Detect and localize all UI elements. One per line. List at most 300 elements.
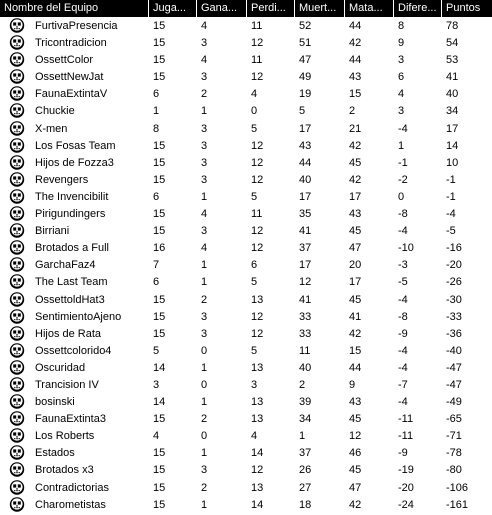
lost-value: 12 (251, 173, 264, 186)
deaths-value: 47 (299, 54, 312, 67)
points-value: -30 (446, 293, 462, 306)
team-name: SentimientoAjeno (35, 310, 122, 323)
points-value: -47 (446, 378, 462, 391)
lost-value: 14 (251, 447, 264, 460)
table-row[interactable] (0, 17, 492, 34)
skull-icon (9, 428, 25, 443)
skull-icon (9, 292, 25, 307)
difference-value: -9 (398, 447, 408, 460)
played-value: 3 (153, 378, 160, 391)
points-value: -78 (446, 447, 462, 460)
deaths-value: 41 (299, 225, 312, 238)
table-row[interactable] (0, 308, 492, 325)
table-row[interactable] (0, 120, 492, 137)
lost-value: 12 (251, 310, 264, 323)
team-name: OssettoldHat3 (35, 293, 105, 306)
deaths-value: 26 (299, 464, 312, 477)
deaths-value: 1 (299, 430, 306, 443)
deaths-value: 19 (299, 88, 312, 101)
team-name: Estados (35, 447, 75, 460)
table-row[interactable] (0, 427, 492, 444)
difference-value: -4 (398, 344, 408, 357)
lost-value: 11 (251, 20, 263, 32)
points-value: -47 (446, 361, 462, 374)
header-lost[interactable]: Perdi... (247, 0, 295, 17)
team-name: Oscuridad (35, 361, 86, 374)
played-value: 15 (153, 413, 166, 426)
lost-value: 13 (251, 413, 264, 426)
difference-value: -8 (398, 208, 408, 221)
header-played[interactable]: Juga... (149, 0, 197, 17)
lost-value: 12 (251, 225, 264, 238)
won-value: 3 (201, 173, 208, 186)
points-value: -1 (446, 190, 456, 203)
won-value: 0 (201, 430, 208, 443)
kills-value: 45 (349, 156, 362, 169)
won-value: 3 (201, 310, 208, 323)
difference-value: -4 (398, 225, 408, 238)
kills-value: 42 (349, 139, 362, 152)
lost-value: 11 (251, 54, 263, 67)
played-value: 6 (153, 190, 160, 203)
kills-value: 42 (349, 173, 362, 186)
played-value: 15 (153, 71, 166, 84)
table-row[interactable] (0, 342, 492, 359)
lost-value: 5 (251, 344, 258, 357)
table-row[interactable] (0, 51, 492, 68)
table-row[interactable] (0, 85, 492, 102)
lost-value: 12 (251, 327, 264, 340)
skull-icon (9, 240, 25, 255)
played-value: 15 (153, 20, 166, 32)
skull-icon (9, 445, 25, 460)
played-value: 14 (153, 396, 166, 409)
table-row[interactable] (0, 291, 492, 308)
deaths-value: 44 (299, 156, 312, 169)
deaths-value: 40 (299, 173, 312, 186)
points-value: -4 (446, 208, 456, 221)
team-name: OssettColor (35, 54, 94, 67)
points-value: -1 (446, 173, 456, 186)
won-value: 3 (201, 225, 208, 238)
played-value: 6 (153, 276, 160, 289)
kills-value: 45 (349, 225, 362, 238)
difference-value: -4 (398, 293, 408, 306)
kills-value: 9 (349, 378, 356, 391)
skull-icon (9, 86, 25, 101)
deaths-value: 40 (299, 361, 312, 374)
deaths-value: 12 (299, 276, 312, 289)
skull-icon (9, 462, 25, 477)
points-value: -65 (446, 413, 462, 426)
played-value: 7 (153, 259, 160, 272)
difference-value: 1 (398, 139, 405, 152)
kills-value: 45 (349, 413, 362, 426)
team-name: Contradictorias (35, 481, 109, 494)
points-value: -49 (446, 396, 462, 409)
deaths-value: 39 (299, 396, 312, 409)
kills-value: 43 (349, 71, 362, 84)
points-value: -33 (446, 310, 462, 323)
lost-value: 11 (251, 208, 263, 221)
table-row[interactable] (0, 34, 492, 51)
points-value: -36 (446, 327, 462, 340)
lost-value: 12 (251, 71, 264, 84)
table-row[interactable] (0, 359, 492, 376)
lost-value: 4 (251, 88, 258, 101)
points-value: 14 (446, 139, 459, 152)
won-value: 1 (201, 447, 208, 460)
kills-value: 45 (349, 293, 362, 306)
team-name: Pirigundingers (35, 208, 106, 221)
skull-icon (9, 497, 25, 512)
played-value: 15 (153, 327, 166, 340)
points-value: 10 (446, 156, 459, 169)
team-name: Birriani (35, 225, 70, 238)
points-value: 34 (446, 105, 459, 118)
team-name: Brotados x3 (35, 464, 94, 477)
skull-icon (9, 103, 25, 118)
table-row[interactable] (0, 154, 492, 171)
skull-icon (9, 326, 25, 341)
played-value: 4 (153, 430, 160, 443)
points-value: -5 (446, 225, 456, 238)
deaths-value: 52 (299, 20, 312, 32)
difference-value: -20 (398, 481, 414, 494)
deaths-value: 41 (299, 293, 312, 306)
won-value: 2 (201, 481, 208, 494)
deaths-value: 33 (299, 310, 312, 323)
won-value: 3 (201, 139, 208, 152)
deaths-value: 49 (299, 71, 312, 84)
deaths-value: 33 (299, 327, 312, 340)
skull-icon (9, 377, 25, 392)
skull-icon (9, 394, 25, 409)
team-name: GarchaFaz4 (35, 259, 96, 272)
skull-icon (9, 69, 25, 84)
deaths-value: 35 (299, 208, 312, 221)
skull-icon (9, 206, 25, 221)
points-value: -161 (446, 498, 469, 511)
deaths-value: 27 (299, 481, 312, 494)
table-row[interactable] (0, 256, 492, 273)
won-value: 1 (201, 105, 208, 118)
header-team-name[interactable]: Nombre del Equipo (0, 0, 149, 17)
lost-value: 4 (251, 430, 258, 443)
played-value: 16 (153, 242, 166, 255)
kills-value: 45 (349, 464, 362, 477)
team-name: Trancision IV (35, 378, 99, 391)
difference-value: -9 (398, 327, 408, 340)
lost-value: 13 (251, 361, 264, 374)
points-value: 78 (446, 20, 459, 32)
skull-icon (9, 172, 25, 187)
team-name: FaunaExtintaV (35, 88, 108, 101)
kills-value: 47 (349, 481, 362, 494)
difference-value: 4 (398, 88, 405, 101)
deaths-value: 51 (299, 37, 312, 50)
lost-value: 12 (251, 139, 264, 152)
difference-value: 8 (398, 20, 405, 32)
won-value: 0 (201, 344, 208, 357)
header-deaths[interactable]: Muert... (295, 0, 345, 17)
skull-icon (9, 343, 25, 358)
kills-value: 44 (349, 54, 362, 67)
team-name: The Last Team (35, 276, 108, 289)
table-row[interactable] (0, 171, 492, 188)
won-value: 3 (201, 37, 208, 50)
played-value: 15 (153, 156, 166, 169)
skull-icon (9, 360, 25, 375)
won-value: 1 (201, 361, 208, 374)
lost-value: 14 (251, 498, 264, 511)
deaths-value: 43 (299, 139, 312, 152)
won-value: 3 (201, 327, 208, 340)
table-row[interactable] (0, 273, 492, 290)
skull-icon (9, 274, 25, 289)
difference-value: 6 (398, 71, 405, 84)
won-value: 4 (201, 208, 208, 221)
difference-value: 0 (398, 190, 405, 203)
header-difference[interactable]: Difere... (394, 0, 442, 17)
points-value: -71 (446, 430, 462, 443)
won-value: 4 (201, 54, 208, 67)
won-value: 2 (201, 413, 208, 426)
won-value: 3 (201, 464, 208, 477)
difference-value: 9 (398, 37, 405, 50)
difference-value: -24 (398, 498, 414, 511)
team-name: FurtivaPresencia (35, 20, 118, 32)
kills-value: 47 (349, 242, 362, 255)
played-value: 8 (153, 122, 160, 135)
team-name: Tricontradicion (35, 37, 107, 50)
kills-value: 44 (349, 20, 362, 32)
kills-value: 46 (349, 447, 362, 460)
table-row[interactable] (0, 68, 492, 85)
team-name: Los Roberts (35, 430, 95, 443)
kills-value: 15 (349, 344, 362, 357)
skull-icon (9, 155, 25, 170)
team-name: X-men (35, 122, 68, 135)
won-value: 2 (201, 88, 208, 101)
difference-value: -4 (398, 122, 408, 135)
points-value: -80 (446, 464, 462, 477)
deaths-value: 34 (299, 413, 312, 426)
header-kills[interactable]: Mata... (345, 0, 394, 17)
deaths-value: 18 (299, 498, 312, 511)
header-won[interactable]: Gana... (197, 0, 247, 17)
points-value: -106 (446, 481, 469, 494)
points-value: 41 (446, 71, 459, 84)
kills-value: 42 (349, 327, 362, 340)
played-value: 1 (153, 105, 160, 118)
lost-value: 12 (251, 464, 264, 477)
lost-value: 5 (251, 122, 258, 135)
difference-value: -10 (398, 242, 414, 255)
points-value: 40 (446, 88, 459, 101)
table-row[interactable] (0, 376, 492, 393)
lost-value: 6 (251, 259, 258, 272)
skull-icon (9, 52, 25, 67)
table-row[interactable] (0, 461, 492, 478)
lost-value: 13 (251, 396, 264, 409)
kills-value: 17 (349, 190, 362, 203)
played-value: 15 (153, 293, 166, 306)
team-name: OssettNewJat (35, 71, 104, 84)
kills-value: 12 (349, 430, 362, 443)
kills-value: 17 (349, 276, 362, 289)
played-value: 15 (153, 481, 166, 494)
points-value: 53 (446, 54, 459, 67)
points-value: 54 (446, 37, 459, 50)
table-row[interactable] (0, 205, 492, 222)
played-value: 15 (153, 498, 166, 511)
played-value: 6 (153, 88, 160, 101)
won-value: 1 (201, 276, 208, 289)
lost-value: 12 (251, 242, 264, 255)
played-value: 15 (153, 464, 166, 477)
table-row[interactable] (0, 479, 492, 496)
won-value: 3 (201, 156, 208, 169)
team-name: bosinski (35, 396, 75, 409)
difference-value: -7 (398, 378, 408, 391)
won-value: 3 (201, 122, 208, 135)
won-value: 4 (201, 242, 208, 255)
deaths-value: 17 (299, 190, 312, 203)
table-row[interactable] (0, 239, 492, 256)
team-name: The Invencibilit (35, 190, 109, 203)
difference-value: -4 (398, 361, 408, 374)
won-value: 2 (201, 293, 208, 306)
deaths-value: 37 (299, 242, 312, 255)
lost-value: 12 (251, 37, 264, 50)
skull-icon (9, 257, 25, 272)
kills-value: 20 (349, 259, 362, 272)
team-name: Revengers (35, 173, 89, 186)
deaths-value: 17 (299, 259, 312, 272)
lost-value: 5 (251, 190, 258, 203)
difference-value: -2 (398, 173, 408, 186)
table-row[interactable] (0, 102, 492, 119)
team-name: FaunaExtinta3 (35, 413, 106, 426)
table-body (0, 17, 492, 513)
difference-value: -3 (398, 259, 408, 272)
team-name: Hijos de Rata (35, 327, 102, 340)
skull-icon (9, 189, 25, 204)
played-value: 14 (153, 361, 166, 374)
team-name: Charometistas (35, 498, 106, 511)
team-name: Brotados a Full (35, 242, 109, 255)
difference-value: 3 (398, 54, 405, 67)
kills-value: 44 (349, 361, 362, 374)
team-name: Los Fosas Team (35, 139, 116, 152)
lost-value: 3 (251, 378, 258, 391)
played-value: 15 (153, 310, 166, 323)
played-value: 15 (153, 447, 166, 460)
team-name: Ossettcolorido4 (35, 344, 112, 357)
played-value: 15 (153, 37, 166, 50)
lost-value: 12 (251, 156, 264, 169)
played-value: 15 (153, 54, 166, 67)
table-row[interactable] (0, 137, 492, 154)
table-row[interactable] (0, 444, 492, 461)
difference-value: -19 (398, 464, 414, 477)
points-value: -40 (446, 344, 462, 357)
won-value: 1 (201, 259, 208, 272)
team-name: Chuckie (35, 105, 75, 118)
played-value: 15 (153, 173, 166, 186)
lost-value: 0 (251, 105, 258, 118)
deaths-value: 11 (299, 344, 311, 357)
played-value: 15 (153, 225, 166, 238)
points-value: 17 (446, 122, 459, 135)
difference-value: -11 (398, 430, 414, 443)
lost-value: 5 (251, 276, 258, 289)
points-value: -20 (446, 259, 462, 272)
lost-value: 13 (251, 293, 264, 306)
kills-value: 42 (349, 37, 362, 50)
difference-value: -5 (398, 276, 408, 289)
won-value: 1 (201, 498, 208, 511)
kills-value: 43 (349, 396, 362, 409)
team-name: Hijos de Fozza3 (35, 156, 114, 169)
kills-value: 2 (349, 105, 356, 118)
difference-value: -4 (398, 396, 408, 409)
table-row[interactable] (0, 325, 492, 342)
lost-value: 13 (251, 481, 264, 494)
table-row[interactable] (0, 393, 492, 410)
played-value: 15 (153, 208, 166, 221)
points-value: -26 (446, 276, 462, 289)
kills-value: 43 (349, 208, 362, 221)
points-value: -16 (446, 242, 462, 255)
played-value: 5 (153, 344, 160, 357)
difference-value: 3 (398, 105, 405, 118)
table-header (0, 0, 492, 17)
kills-value: 42 (349, 498, 362, 511)
kills-value: 41 (349, 310, 362, 323)
table-row[interactable] (0, 188, 492, 205)
header-points[interactable]: Puntos (446, 2, 481, 14)
kills-value: 15 (349, 88, 362, 101)
table-row[interactable] (0, 496, 492, 513)
won-value: 1 (201, 396, 208, 409)
played-value: 15 (153, 139, 166, 152)
difference-value: -11 (398, 413, 414, 426)
table-row[interactable] (0, 410, 492, 427)
deaths-value: 2 (299, 378, 306, 391)
skull-icon (9, 411, 25, 426)
deaths-value: 5 (299, 105, 306, 118)
difference-value: -1 (398, 156, 408, 169)
skull-icon (9, 223, 25, 238)
skull-icon (9, 121, 25, 136)
difference-value: -8 (398, 310, 408, 323)
won-value: 1 (201, 190, 208, 203)
skull-icon (9, 35, 25, 50)
skull-icon (9, 18, 25, 33)
deaths-value: 17 (299, 122, 312, 135)
won-value: 3 (201, 71, 208, 84)
skull-icon (9, 138, 25, 153)
skull-icon (9, 309, 25, 324)
won-value: 4 (201, 20, 208, 32)
kills-value: 21 (349, 122, 362, 135)
won-value: 0 (201, 378, 208, 391)
skull-icon (9, 480, 25, 495)
deaths-value: 37 (299, 447, 312, 460)
table-row[interactable] (0, 222, 492, 239)
